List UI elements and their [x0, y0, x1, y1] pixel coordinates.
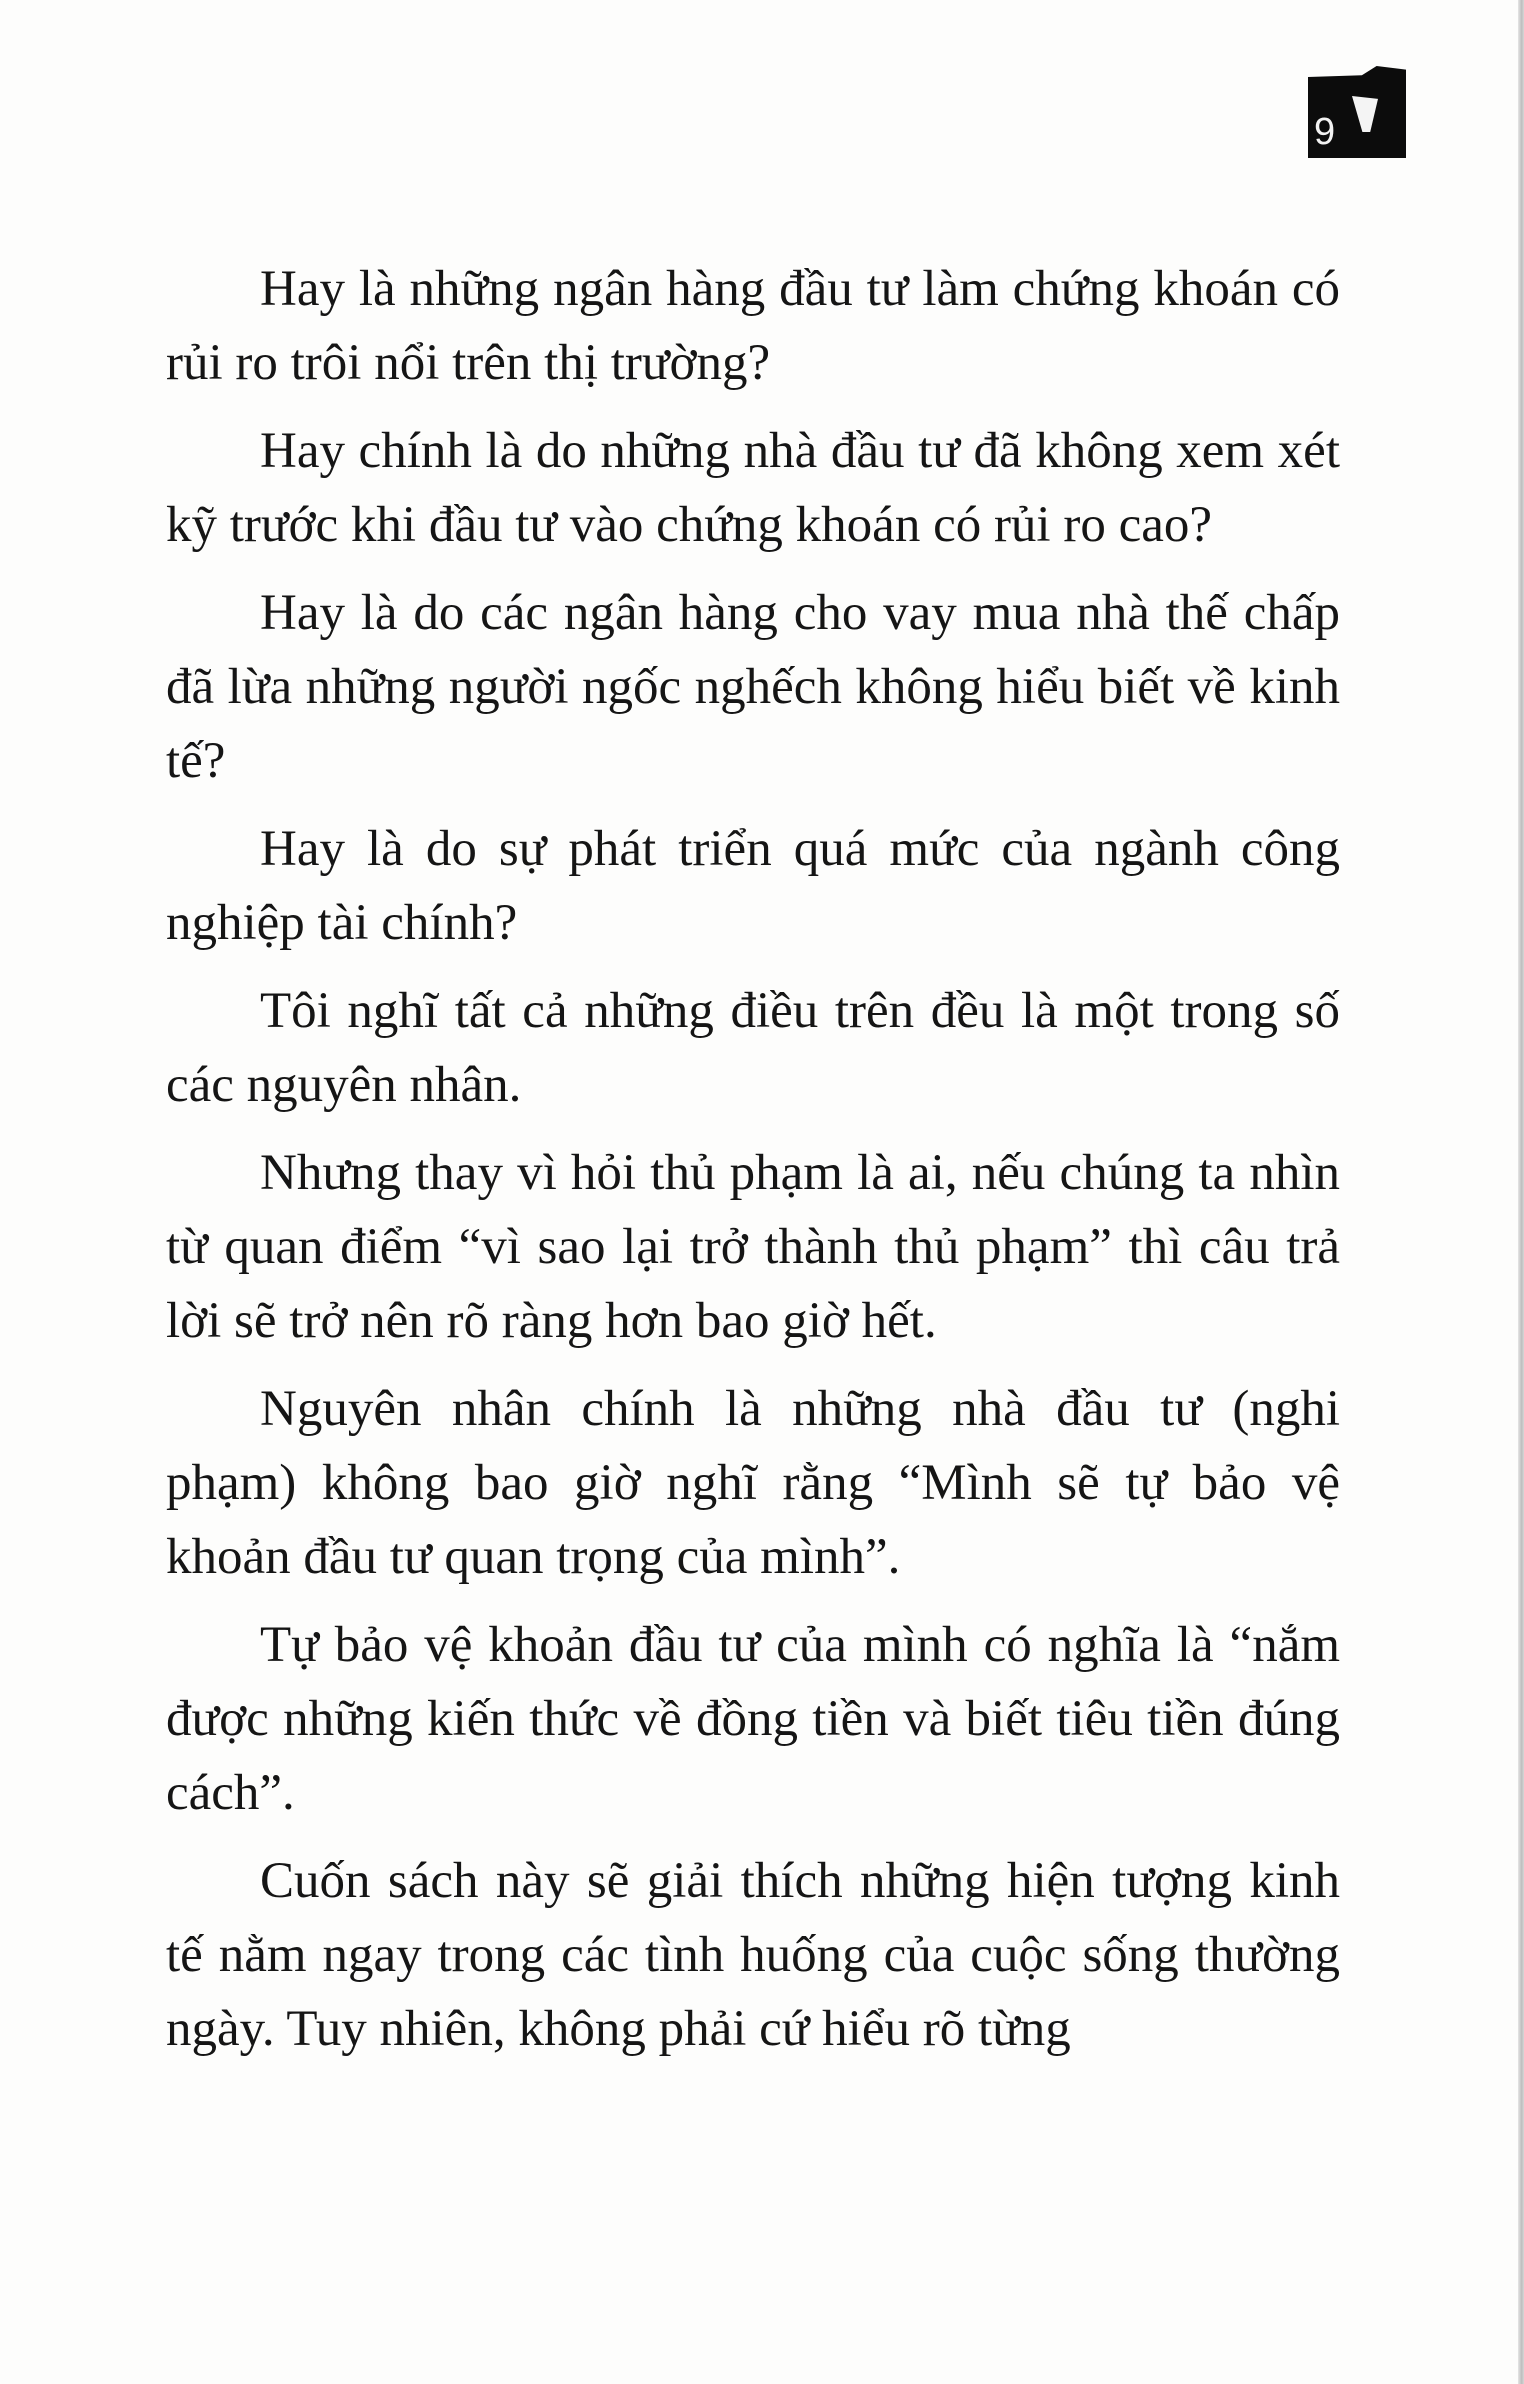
paragraph-8: Tự bảo vệ khoản đầu tư của mình có nghĩa là “nắm được những kiến thức về đồng tiền và biết tiêu tiền đúng cách”.	[166, 1617, 1340, 1821]
paragraph-2: Hay chính là do những nhà đầu tư đã không xem xét kỹ trước khi đầu tư vào chứng khoán có rủi ro cao?	[166, 423, 1340, 553]
page-edge-shadow	[1518, 0, 1524, 2384]
paragraph-1: Hay là những ngân hàng đầu tư làm chứng khoán có rủi ro trôi nổi trên thị trường?	[166, 261, 1340, 391]
paragraph-9: Cuốn sách này sẽ giải thích những hiện tượng kinh tế nằm ngay trong các tình huống của cuộc sống thường ngày. Tuy nhiên, không phải cứ hiểu rõ từng	[166, 1853, 1340, 2057]
paragraph-3: Hay là do các ngân hàng cho vay mua nhà thế chấp đã lừa những người ngốc nghếch không hiểu biết về kinh tế?	[166, 585, 1340, 789]
page-number: 9	[1314, 111, 1336, 153]
paragraph-5: Tôi nghĩ tất cả những điều trên đều là một trong số các nguyên nhân.	[166, 983, 1340, 1113]
paragraph-6: Nhưng thay vì hỏi thủ phạm là ai, nếu chúng ta nhìn từ quan điểm “vì sao lại trở thành thủ phạm” thì câu trả lời sẽ trở nên rõ ràng hơn bao giờ hết.	[166, 1145, 1340, 1349]
body-text	[166, 252, 1340, 2080]
paragraph-4: Hay là do sự phát triển quá mức của ngành công nghiệp tài chính?	[166, 821, 1340, 951]
paragraph-7: Nguyên nhân chính là những nhà đầu tư (nghi phạm) không bao giờ nghĩ rằng “Mình sẽ tự bảo vệ khoản đầu tư quan trọng của mình”.	[166, 1381, 1340, 1585]
